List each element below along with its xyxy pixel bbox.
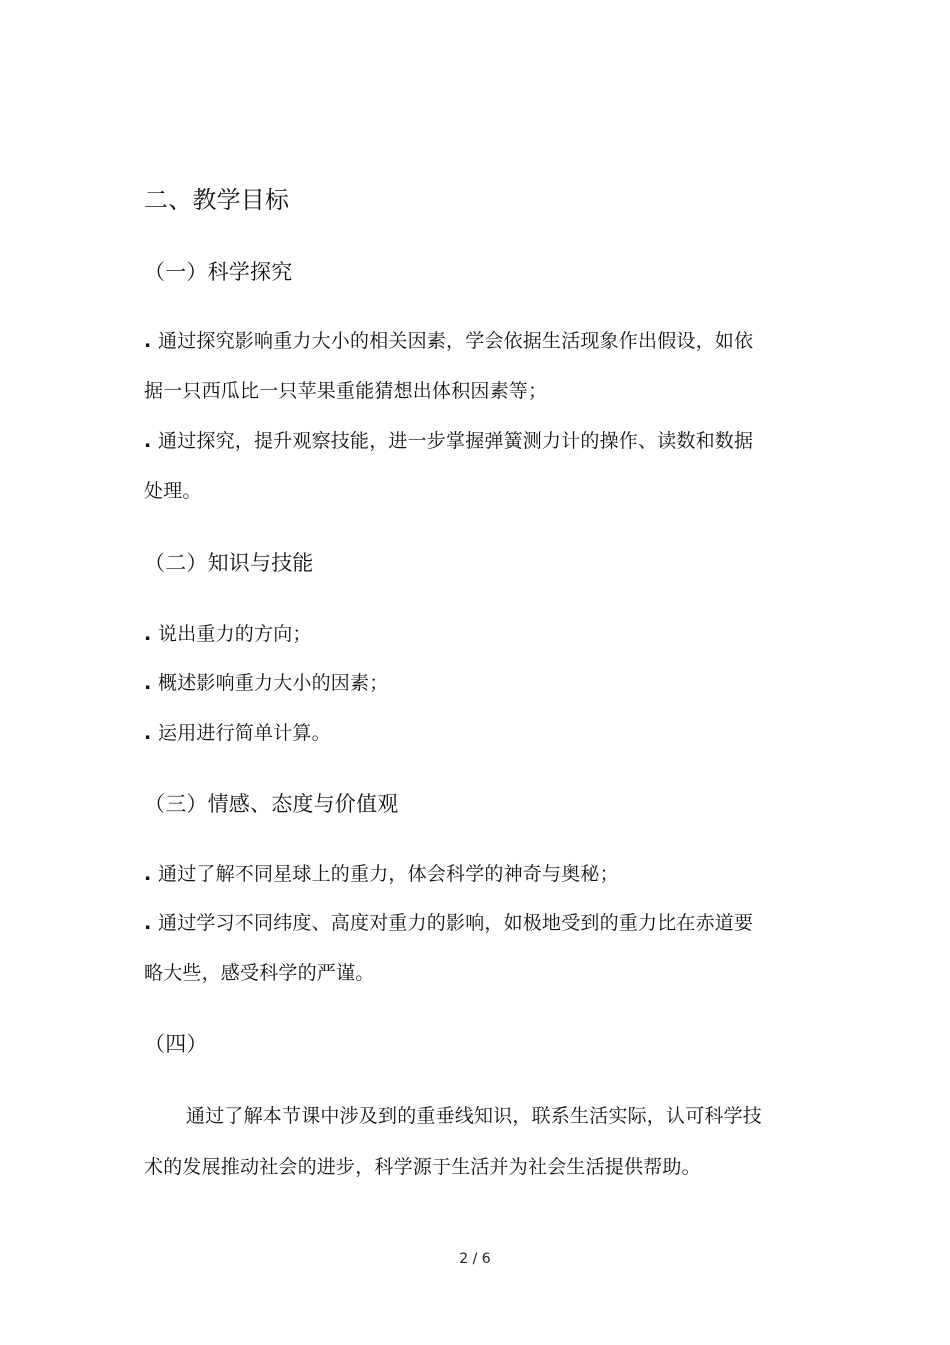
- list-item: [144, 720, 331, 746]
- list-item-continuation: 处理。: [144, 480, 202, 502]
- list-item: [144, 910, 753, 936]
- bullet-mark: .: [144, 722, 152, 744]
- subsection-heading-4: （四）: [144, 1032, 208, 1056]
- page-number: 2 / 6: [459, 1251, 491, 1267]
- list-item: [144, 861, 619, 887]
- bullet-mark: .: [144, 863, 152, 885]
- bullet-mark: .: [144, 912, 152, 934]
- section-title: 二、教学目标: [144, 186, 290, 214]
- list-item-text: 通过学习不同纬度、高度对重力的影响，如极地受到的重力比在赤道要: [158, 912, 754, 934]
- paragraph-line-1: 通过了解本节课中涉及到的重垂线知识，联系生活实际，认可科学技: [186, 1105, 763, 1127]
- list-item: [144, 670, 388, 696]
- list-item-text: 概述影响重力大小的因素；: [158, 672, 389, 694]
- list-item-text: 通过了解不同星球上的重力，体会科学的神奇与奥秘；: [158, 863, 619, 885]
- list-item: [144, 328, 753, 354]
- list-item: [144, 428, 753, 454]
- subsection-heading-1: （一）科学探究: [144, 260, 293, 284]
- list-item-text: 运用进行简单计算。: [158, 722, 331, 744]
- list-item-text: 说出重力的方向；: [158, 623, 312, 645]
- list-item: [144, 621, 312, 647]
- paragraph-line-2: 术的发展推动社会的进步，科学源于生活并为社会生活提供帮助。: [144, 1156, 701, 1178]
- list-item-text: 通过探究影响重力大小的相关因素，学会依据生活现象作出假设，如依: [158, 330, 754, 352]
- subsection-heading-3: （三）情感、态度与价值观: [144, 792, 399, 816]
- list-item-text: 通过探究，提升观察技能，进一步掌握弹簧测力计的操作、读数和数据: [158, 430, 754, 452]
- bullet-mark: .: [144, 330, 152, 352]
- bullet-mark: .: [144, 430, 152, 452]
- subsection-heading-2: （二）知识与技能: [144, 551, 314, 575]
- list-item-continuation: 据一只西瓜比一只苹果重能猜想出体积因素等；: [144, 380, 548, 402]
- bullet-mark: .: [144, 623, 152, 645]
- list-item-continuation: 略大些，感受科学的严谨。: [144, 962, 375, 984]
- bullet-mark: .: [144, 672, 152, 694]
